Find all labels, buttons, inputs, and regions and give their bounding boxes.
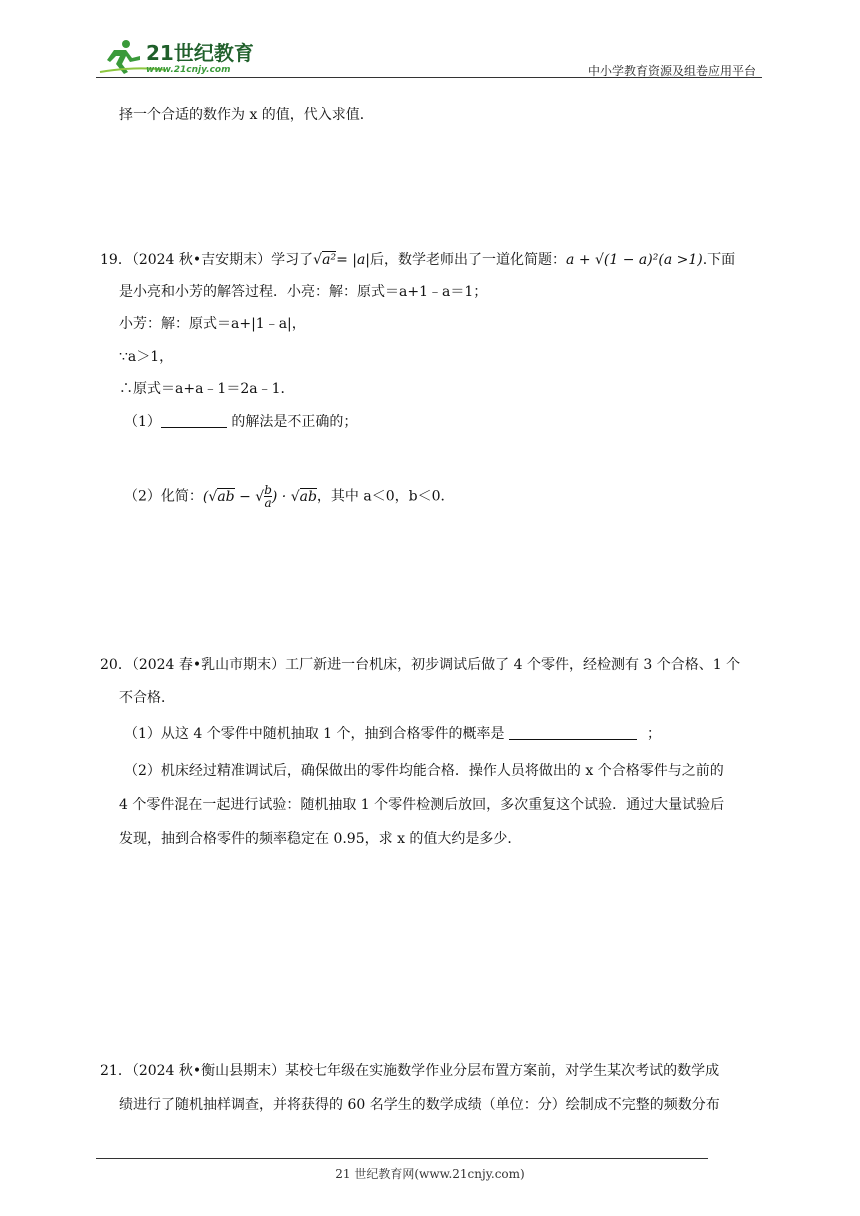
- q20-answer-blank[interactable]: [509, 725, 637, 740]
- prev-question-tail: 择一个合适的数作为 x 的值，代入求值．: [119, 107, 374, 123]
- q19-line-5: ∴原式＝a+a﹣1＝2a﹣1．: [119, 381, 295, 397]
- q20-intro: 工厂新进一台机床，初步调试后做了 4 个零件，经检测有 3 个合格、1 个: [285, 657, 741, 673]
- q20-part-1-suffix: ；: [646, 726, 661, 742]
- q19-part-2-formula: (√ab − √ $\frac{b}{a}$ ) · √ab: [202, 483, 317, 510]
- q19-part-1-prefix: （1）: [124, 414, 161, 430]
- q20-part-2-line-1: （2）机床经过精准调试后，确保做出的零件均能合格．操作人员将做出的 x 个合格零件与之前的: [124, 763, 724, 779]
- q19-part-1-suffix: 的解法是不正确的；: [226, 414, 358, 430]
- q20-line-1: [100, 655, 740, 675]
- q20-line-2: 不合格．: [119, 690, 175, 706]
- q19-source: （2024 秋•吉安期末）: [131, 252, 272, 268]
- q20-source: （2024 春•乳山市期末）: [131, 657, 286, 673]
- q19-part-2: [124, 484, 455, 509]
- q19-part-2-suffix: ，其中 a＜0，b＜0．: [316, 488, 455, 505]
- q21-number: 21．: [100, 1063, 132, 1079]
- header-platform-name: 中小学教育资源及组卷应用平台: [587, 64, 756, 78]
- q19-intro-b: 后，数学老师出了一道化简题：: [370, 252, 567, 268]
- q19-intro-c: .下面: [702, 252, 736, 268]
- site-logo: [96, 36, 256, 76]
- footer-divider: [96, 1158, 708, 1159]
- footer-site-link[interactable]: 21 世纪教育网(www.21cnjy.com): [335, 1167, 525, 1181]
- q19-sqrt-a2: √a²: [313, 252, 337, 268]
- q19-line-1: [100, 250, 735, 270]
- q19-part-2-prefix: （2）化简：: [124, 488, 203, 505]
- q19-intro-a: 学习了: [271, 252, 314, 268]
- q19-cond: (a >1): [658, 252, 703, 268]
- q21-line-2: 绩进行了随机抽样调查，并将获得的 60 名学生的数学成绩（单位：分）绘制成不完整的频数分布: [119, 1097, 720, 1113]
- q19-line-2: 是小亮和小芳的解答过程．小亮：解：原式＝a+1﹣a＝1；: [119, 284, 488, 300]
- q19-eq1: = |a|: [336, 252, 371, 268]
- q19-line-3: 小芳：解：原式＝a+|1﹣a|，: [119, 316, 306, 332]
- q20-number: 20．: [100, 657, 132, 673]
- q20-part-2-line-3: 发现，抽到合格零件的频率稳定在 0.95，求 x 的值大约是多少．: [119, 831, 522, 847]
- q21-intro: 某校七年级在实施数学作业分层布置方案前，对学生某次考试的数学成: [285, 1063, 720, 1079]
- q20-part-2-line-2: 4 个零件混在一起进行试验：随机抽取 1 个零件检测后放回，多次重复这个试验．通过大量试验后: [119, 797, 725, 813]
- q19-answer-blank[interactable]: [161, 413, 227, 428]
- header-divider: [96, 77, 762, 78]
- logo-url: www.21cnjy.com: [146, 65, 231, 75]
- q20-part-1: [124, 724, 661, 744]
- logo-text: 21世纪教育: [146, 41, 254, 65]
- q20-part-1-prefix: （1）从这 4 个零件中随机抽取 1 个，抽到合格零件的概率是: [124, 726, 509, 742]
- q21-source: （2024 秋•衡山县期末）: [131, 1063, 286, 1079]
- q19-line-4: ∵a＞1，: [119, 349, 174, 365]
- q21-line-1: [100, 1061, 719, 1081]
- q19-part-1: [124, 412, 357, 432]
- q19-number: 19．: [100, 252, 132, 268]
- q19-expr: a + √(1 − a)²: [566, 252, 659, 268]
